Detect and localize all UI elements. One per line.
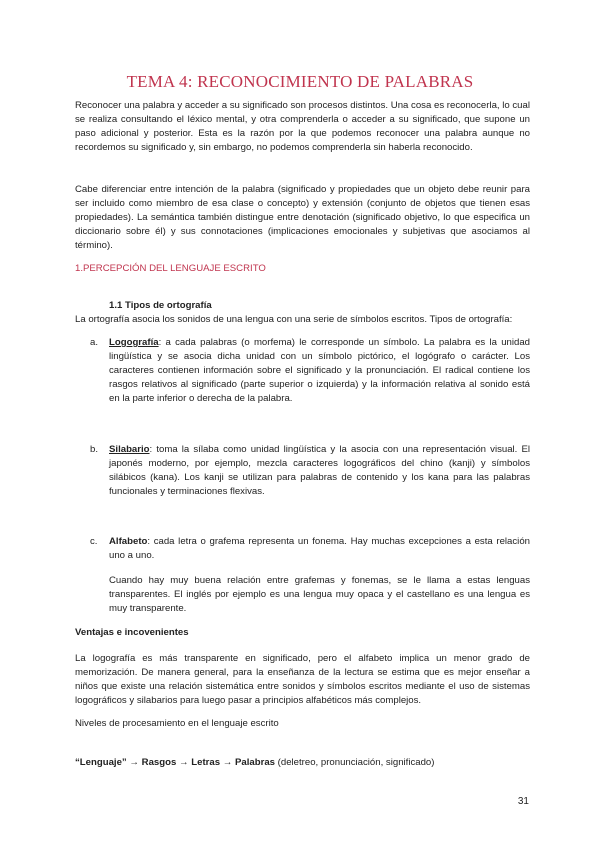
- term-description: : a cada palabras (o morfema) le corresponde un símbolo. La palabra es la unidad lingüística y se asocia dicha unidad con un símbolo pictórico, el logógrafo o carácter. Los caracteres contienen información sobre el significado y la pronunciación. El radical contiene los rasgos relativos al significado (parte superior o izquierda) y la información relativa al sonido está en la parte inferior o derecha de la palabra.: [109, 337, 530, 405]
- arrow-icon: →: [178, 757, 189, 768]
- section-heading: 1.PERCEPCIÓN DEL LENGUAJE ESCRITO: [75, 263, 266, 274]
- arrow-icon: →: [222, 757, 233, 768]
- list-marker: b.: [90, 444, 99, 455]
- chain-step-letras: Letras: [191, 757, 221, 768]
- orthography-intro: La ortografía asocia los sonidos de una lengua con una serie de símbolos escritos. Tipos de ortografía:: [75, 314, 513, 325]
- term-logografia: Logografía: [109, 337, 159, 348]
- term-description: : toma la sílaba como unidad lingüística y la asocia con una representación visual. El japonés moderno, por ejemplo, mezcla caracteres logográficos del chino (kanji) y símbolos silábicos (kana). Los kanji se utilizan para palabras de contenido y los kana para las palabras funcionales y terminaciones flexivas.: [109, 444, 530, 498]
- advantages-heading: Ventajas e incovenientes: [75, 627, 189, 638]
- chain-step-palabras: Palabras: [234, 757, 275, 768]
- levels-text: Niveles de procesamiento en el lenguaje escrito: [75, 718, 279, 729]
- processing-chain: [75, 757, 434, 768]
- chain-note: (deletreo, pronunciación, significado): [277, 757, 435, 768]
- subsection-heading: 1.1 Tipos de ortografía: [109, 300, 212, 311]
- term-alfabeto: Alfabeto: [109, 536, 148, 547]
- term-description: : cada letra o grafema representa un fonema. Hay muchas excepciones a esta relación uno a uno.: [109, 536, 530, 562]
- advantages-paragraph: La logografía es más transparente en significado, pero el alfabeto implica un menor grado de memorización. De manera general, para la enseñanza de la lectura se estima que es mejor enseñar a niños que existe una relación sistemática entre sonidos y símbolos escritos mediante el uso de sistemas logográficos y silabarios para luego pasar a principios alfabéticos más complejos.: [75, 653, 530, 707]
- chain-step-rasgos: Rasgos: [141, 757, 177, 768]
- list-item-extra: Cuando hay muy buena relación entre grafemas y fonemas, se le llama a estas lenguas transparentes. El inglés por ejemplo es una lengua muy opaca y el castellano es una lengua es muy transparente.: [109, 575, 530, 615]
- list-item-body: [109, 443, 530, 499]
- list-marker: c.: [90, 536, 98, 547]
- list-item-body: [109, 535, 530, 563]
- intention-extension-paragraph: Cabe diferenciar entre intención de la palabra (significado y propiedades que un objeto debe reunir para ser incluido como miembro de esa clase o concepto) y extensión (conjunto de objetos que tienen esas propiedades). La semántica también distingue entre denotación (significado objetivo, lo que especifica un diccionario sobre él) y sus connotaciones (implicaciones emocionales y subjetivas que asociamos al término).: [75, 184, 530, 252]
- intro-paragraph: Reconocer una palabra y acceder a su significado son procesos distintos. Una cosa es reconocerla, lo cual se realiza consultando el léxico mental, y otra comprenderla o acceder a su significado, que supone un paso adicional y posterior. Esta es la razón por la que podemos reconocer una palabra aunque no recordemos su significado y, sin embargo, no podemos comprenderla sin haberla reconocido.: [75, 100, 530, 154]
- chain-step-lenguaje: “Lenguaje”: [75, 757, 127, 768]
- list-marker: a.: [90, 337, 99, 348]
- list-item-body: [109, 336, 530, 406]
- term-silabario: Silabario: [109, 444, 150, 455]
- page-number: 31: [517, 796, 529, 807]
- page-title: TEMA 4: RECONOCIMIENTO DE PALABRAS: [126, 72, 474, 91]
- arrow-icon: →: [129, 757, 139, 768]
